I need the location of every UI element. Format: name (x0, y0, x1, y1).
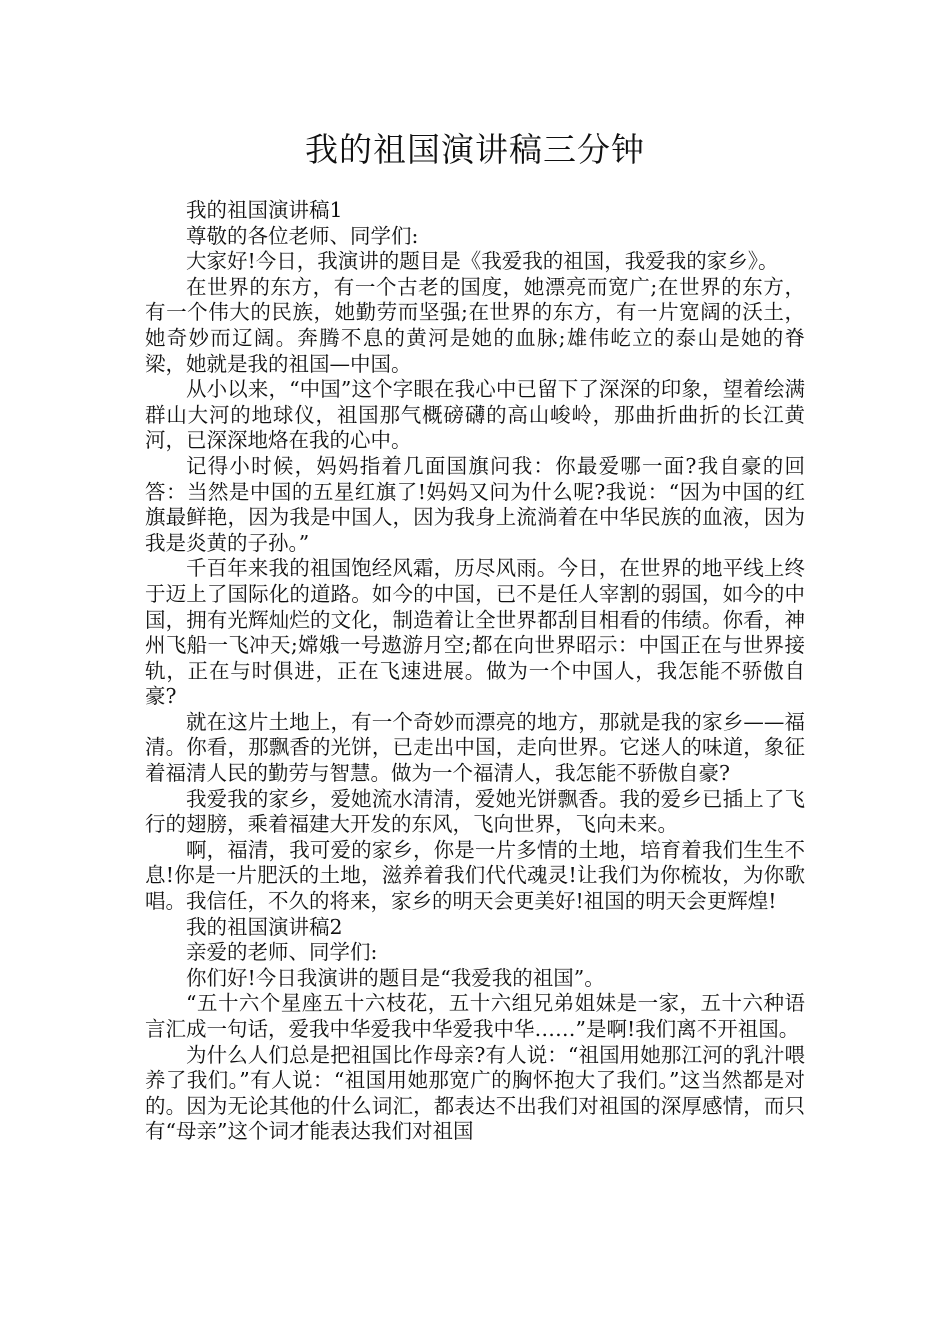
paragraph: 为什么人们总是把祖国比作母亲?有人说：“祖国用她那江河的乳汁喂养了我们。”有人说：“祖国用她那宽广的胸怀抱大了我们。”这当然都是对的。因为无论其他的什么词汇，都表达不出我们对祖国的深厚感情，而只有“母亲”这个词才能表达我们对祖国 (145, 1042, 805, 1144)
paragraph: “五十六个星座五十六枝花，五十六组兄弟姐妹是一家，五十六种语言汇成一句话，爱我中华爱我中华爱我中华……”是啊!我们离不开祖国。 (145, 991, 805, 1041)
paragraph-heading-2: 我的祖国演讲稿2 (186, 914, 343, 939)
document-title: 我的祖国演讲稿三分钟 (305, 130, 645, 169)
paragraph-salutation-2: 亲爱的老师、同学们: (186, 940, 378, 965)
document-body (145, 198, 805, 1145)
paragraph: 啊，福清，我可爱的家乡，你是一片多情的土地，培育着我们生生不息!你是一片肥沃的土地，滋养着我们代代魂灵!让我们为你梳妆，为你歌唱。我信任，不久的将来，家乡的明天会更美好!祖国的明天会更辉煌! (145, 837, 805, 914)
paragraph: 你们好!今日我演讲的题目是“我爱我的祖国”。 (186, 965, 605, 990)
paragraph-salutation-1: 尊敬的各位老师、同学们: (186, 223, 419, 248)
paragraph: 记得小时候，妈妈指着几面国旗问我：你最爱哪一面?我自豪的回答：当然是中国的五星红旗了!妈妈又问为什么呢?我说：“因为中国的红旗最鲜艳，因为我是中国人，因为我身上流淌着在中华民族的血液，因为我是炎黄的子孙。” (145, 453, 805, 555)
paragraph: 千百年来我的祖国饱经风霜，历尽风雨。今日，在世界的地平线上终于迈上了国际化的道路。如今的中国，已不是任人宰割的弱国，如今的中国，拥有光辉灿烂的文化，制造着让全世界都刮目相看的伟绩。你看，神州飞船一飞冲天;嫦娥一号遨游月空;都在向世界昭示：中国正在与世界接轨，正在与时俱进，正在飞速进展。做为一个中国人，我怎能不骄傲自豪? (145, 556, 805, 709)
paragraph-heading-1: 我的祖国演讲稿1 (186, 198, 343, 222)
paragraph: 在世界的东方，有一个古老的国度，她漂亮而宽广;在世界的东方，有一个伟大的民族，她勤劳而坚强;在世界的东方，有一片宽阔的沃土，她奇妙而辽阔。奔腾不息的黄河是她的血脉;雄伟屹立的泰山是她的脊梁，她就是我的祖国—中国。 (145, 274, 805, 376)
paragraph: 大家好!今日，我演讲的题目是《我爱我的祖国，我爱我的家乡》。 (186, 249, 779, 274)
paragraph: 我爱我的家乡，爱她流水清清，爱她光饼飘香。我的爱乡已插上了飞行的翅膀，乘着福建大开发的东风，飞向世界，飞向未来。 (145, 786, 805, 837)
paragraph: 就在这片土地上，有一个奇妙而漂亮的地方，那就是我的家乡——福清。你看，那飘香的光饼，已走出中国，走向世界。它迷人的味道，象征着福清人民的勤劳与智慧。做为一个福清人，我怎能不骄傲自豪? (145, 709, 805, 786)
paragraph: 从小以来，“中国”这个字眼在我心中已留下了深深的印象，望着绘满群山大河的地球仪，祖国那气概磅礴的高山峻岭，那曲折曲折的长江黄河，已深深地烙在我的心中。 (145, 377, 805, 453)
